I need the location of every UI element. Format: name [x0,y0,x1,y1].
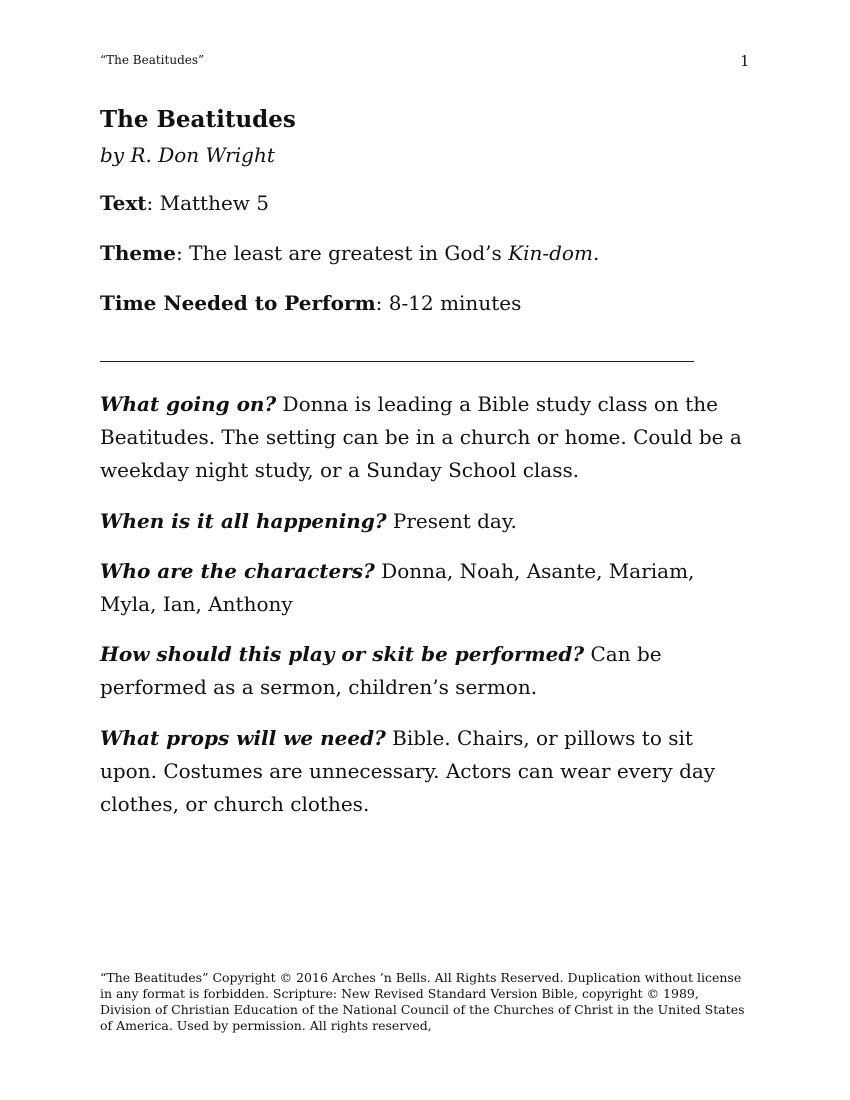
page-number: 1 [740,52,750,70]
qa-when-happening [100,505,750,538]
running-header-title: “The Beatitudes” [100,53,205,67]
field-theme-value-end: . [592,241,600,265]
document-title: The Beatitudes [100,106,296,133]
qa-answer: Donna, Noah, Asante, Mariam, Myla, Ian, Anthony [100,559,695,616]
field-text [100,191,269,215]
field-text-label: Text [100,191,147,215]
qa-props [100,722,750,821]
qa-answer: Donna is leading a Bible study class on the Beatitudes. The setting can be in a church or home. Could be a weekday night study, or a Sunday School class. [100,392,742,482]
qa-answer: Present day. [386,509,517,533]
field-text-value: Matthew 5 [159,191,269,215]
horizontal-rule [100,361,694,362]
field-theme-value-italic: Kin-dom [508,241,593,265]
qa-what-going-on [100,388,750,487]
qa-answer: Can be performed as a sermon, children’s sermon. [100,642,662,699]
field-time-value: 8-12 minutes [388,291,522,315]
field-theme-label: Theme [100,241,177,265]
qa-question: How should this play or skit be performed? [100,642,585,666]
field-time-separator: : [375,291,389,315]
qa-question: What props will we need? [100,726,386,750]
field-text-separator: : [146,191,160,215]
qa-question: When is it all happening? [100,509,387,533]
qa-question: What going on? [100,392,277,416]
field-theme-separator: : [176,241,190,265]
copyright-footer: “The Beatitudes” Copyright © 2016 Arches ’n Bells. All Rights Reserved. Duplication without license in any format is forbidden. Scripture: New Revised Standard Version Bible, copyright © 1989, Division of Christian Education of the National Council of the Churches of Christ in the United States of America. Used by permission. All rights reserved, [100,970,745,1033]
qa-how-performed [100,638,750,704]
field-time-needed [100,291,521,315]
qa-answer: Bible. Chairs, or pillows to sit upon. Costumes are unnecessary. Actors can wear every day clothes, or church clothes. [100,726,716,816]
qa-question: Who are the characters? [100,559,375,583]
field-theme [100,241,599,265]
field-time-label: Time Needed to Perform [100,291,376,315]
author-byline: by R. Don Wright [100,143,275,167]
field-theme-value: The least are greatest in God’s [189,241,509,265]
qa-characters [100,555,750,621]
